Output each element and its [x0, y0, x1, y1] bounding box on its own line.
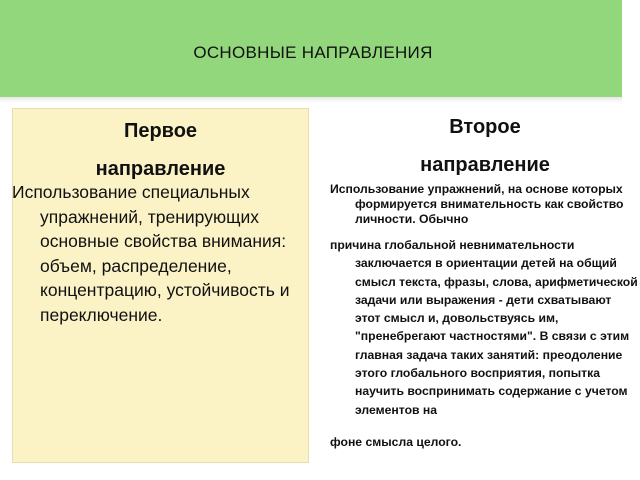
right-body-part2: причина глобальной невнимательности заключается в ориентации детей на общий смысл текста, фразы, слова, арифметической задачи или выражения - дети схватывают этот смысл и, довольствуясь им, "пренебрегают частностями". В связи с этим главная задача таких занятий: преодоление этого глобального восприятия, попытка научить воспринимать содержание с учетом элементов на: [330, 238, 638, 417]
right-heading-line2: направление: [420, 154, 550, 176]
right-heading: [330, 108, 640, 184]
header-shadow: [0, 97, 622, 103]
left-heading: [12, 112, 309, 188]
left-body-text: Использование специальных упражнений, тренирующих основные свойства внимания: объем, распределение, концентрацию, устойчивость и переключение.: [12, 182, 290, 325]
right-body-part3: фоне смысла целого.: [330, 434, 462, 449]
right-heading-line1: Второе: [449, 116, 521, 138]
left-heading-line2: направление: [95, 158, 226, 180]
right-body-text: [330, 182, 640, 451]
left-heading-line1: Первое: [123, 120, 198, 142]
header-banner: [0, 0, 622, 97]
right-body-part1: Использование упражнений, на основе которых формируется внимательность как свойство личности. Обычно: [330, 182, 624, 226]
page-title: ОСНОВНЫЕ НАПРАВЛЕНИЯ: [193, 42, 433, 62]
